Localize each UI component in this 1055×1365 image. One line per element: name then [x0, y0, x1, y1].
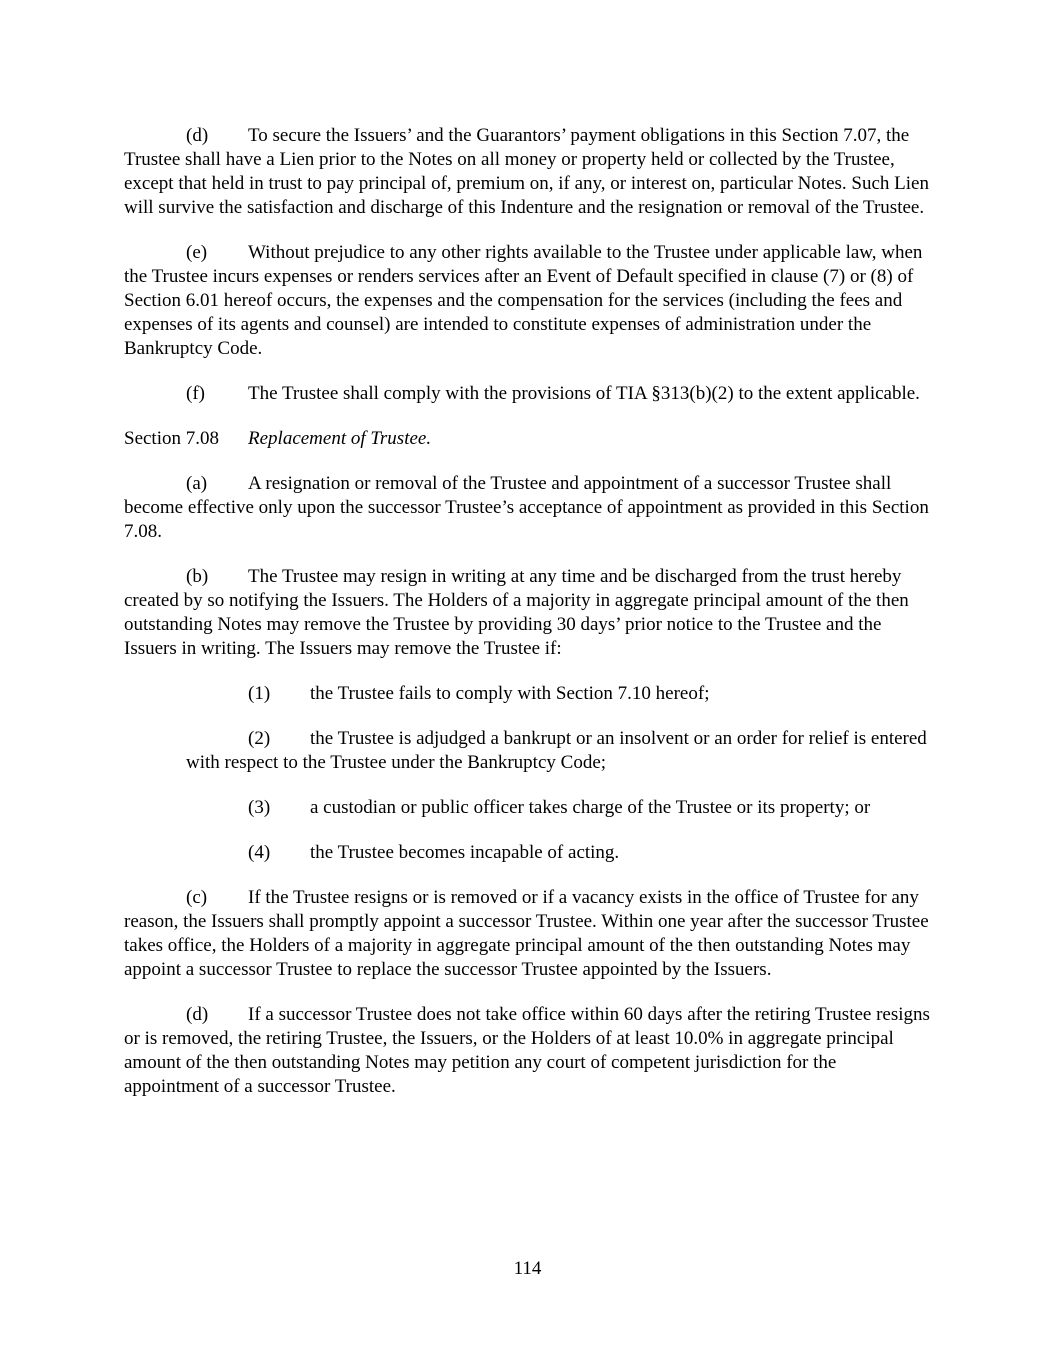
paragraph-label: (f): [186, 383, 205, 404]
section-title: Replacement of Trustee.: [248, 428, 432, 449]
paragraph-label: (e): [186, 242, 208, 263]
paragraph-label: (b): [186, 566, 209, 587]
clause-text: the Trustee is adjudged a bankrupt or an insolvent or an order for relief is entered with respect to the Trustee under the Bankruptcy Code;: [186, 728, 927, 773]
paragraph-d-petition: [124, 1003, 934, 1099]
paragraph-text: If a successor Trustee does not take office within 60 days after the retiring Trustee resigns or is removed, the retiring Trustee, the Issuers, or the Holders of at least 10.0% in aggregate principal amount of the then outstanding Notes may petition any court of competent jurisdiction for the appointment of a successor Trustee.: [124, 1004, 930, 1097]
page-number: 114: [513, 1258, 542, 1279]
paragraph-a-resignation: [124, 472, 934, 544]
clause-label: (2): [248, 728, 271, 749]
clause-label: (3): [248, 797, 271, 818]
clause-text: the Trustee fails to comply with Section 7.10 hereof;: [310, 683, 710, 704]
paragraph-text: The Trustee may resign in writing at any time and be discharged from the trust hereby created by so notifying the Issuers. The Holders of a majority in aggregate principal amount of the then outstanding Notes may remove the Trustee by providing 30 days’ prior notice to the Trustee and the Issuers in writing. The Issuers may remove the Trustee if:: [124, 566, 909, 659]
clause-text: a custodian or public officer takes charge of the Trustee or its property; or: [310, 797, 871, 818]
clause-4: [124, 841, 934, 865]
paragraph-text: To secure the Issuers’ and the Guarantors’ payment obligations in this Section 7.07, the Trustee shall have a Lien prior to the Notes on all money or property held or collected by the Trustee, except that held in trust to pay principal of, premium on, if any, or interest on, particular Notes. Such Lien will survive the satisfaction and discharge of this Indenture and the resignation or removal of the Trustee.: [124, 125, 929, 218]
paragraph-e-expenses: [124, 241, 934, 361]
paragraph-label: (d): [186, 1004, 209, 1025]
paragraph-label: (a): [186, 473, 208, 494]
clause-label: (1): [248, 683, 271, 704]
clause-2: [124, 727, 934, 775]
paragraph-c-vacancy: [124, 886, 934, 982]
paragraph-label: (d): [186, 125, 209, 146]
clause-text: the Trustee becomes incapable of acting.: [310, 842, 620, 863]
section-heading: [124, 427, 934, 451]
paragraph-d-lien: [124, 124, 934, 220]
clause-3: [124, 796, 934, 820]
section-number: Section 7.08: [124, 428, 219, 449]
paragraph-text: The Trustee shall comply with the provisions of TIA §313(b)(2) to the extent applicable.: [248, 383, 920, 404]
paragraph-text: Without prejudice to any other rights available to the Trustee under applicable law, when the Trustee incurs expenses or renders services after an Event of Default specified in clause (7) or (8) of Section 6.01 hereof occurs, the expenses and the compensation for the services (including the fees and expenses of its agents and counsel) are intended to constitute expenses of administration under the Bankruptcy Code.: [124, 242, 923, 359]
paragraph-text: A resignation or removal of the Trustee and appointment of a successor Trustee shall become effective only upon the successor Trustee’s acceptance of appointment as provided in this Section 7.08.: [124, 473, 929, 542]
clause-1: [124, 682, 934, 706]
paragraph-text: If the Trustee resigns or is removed or if a vacancy exists in the office of Trustee for any reason, the Issuers shall promptly appoint a successor Trustee. Within one year after the successor Trustee takes office, the Holders of a majority in aggregate principal amount of the then outstanding Notes may appoint a successor Trustee to replace the successor Trustee appointed by the Issuers.: [124, 887, 929, 980]
page-body: [124, 124, 934, 1120]
clause-label: (4): [248, 842, 271, 863]
paragraph-f-tia: [124, 382, 934, 406]
paragraph-label: (c): [186, 887, 208, 908]
paragraph-b-resign-writing: [124, 565, 934, 661]
